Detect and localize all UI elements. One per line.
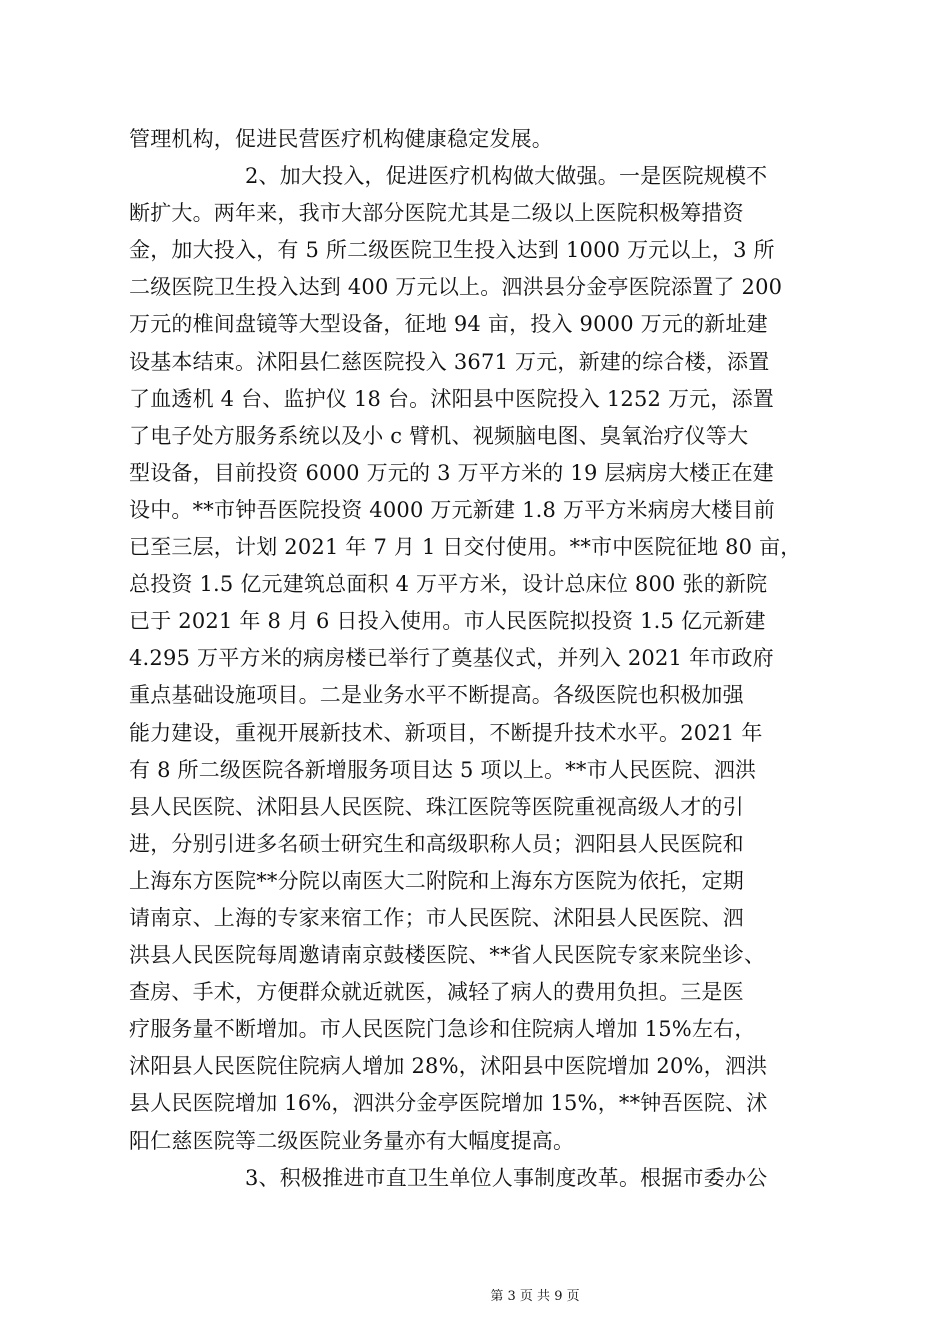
text-line: 洪县人民医院每周邀请南京鼓楼医院、**省人民医院专家来院坐诊、: [129, 943, 766, 968]
text-line: 有 8 所二级医院各新增服务项目达 5 项以上。**市人民医院、泗洪: [129, 757, 757, 782]
paragraph-start-line: 3、积极推进市直卫生单位人事制度改革。根据市委办公: [245, 1165, 768, 1190]
text-line: 金，加大投入，有 5 所二级医院卫生投入达到 1000 万元以上，3 所: [129, 238, 775, 263]
text-line: 二级医院卫生投入达到 400 万元以上。泗洪县分金亭医院添置了 200: [129, 275, 783, 300]
text-line: 总投资 1.5 亿元建筑总面积 4 万平方米，设计总床位 800 张的新院: [129, 572, 768, 597]
text-line: 管理机构，促进民营医疗机构健康稳定发展。: [129, 127, 553, 151]
text-line: 已于 2021 年 8 月 6 日投入使用。市人民医院拟投资 1.5 亿元新建: [129, 609, 766, 634]
text-line: 县人民医院增加 16%，泗洪分金亭医院增加 15%，**钟吾医院、沭: [129, 1091, 768, 1116]
text-line: 上海东方医院**分院以南医大二附院和上海东方医院为依托，定期: [129, 868, 744, 893]
text-line: 设中。**市钟吾医院投资 4000 万元新建 1.8 万平方米病房大楼目前: [129, 497, 775, 522]
page-footer: [0, 1285, 950, 1304]
text-line: 型设备，目前投资 6000 万元的 3 万平方米的 19 层病房大楼正在建: [129, 460, 774, 485]
body-text: [129, 121, 829, 1197]
text-line: 了血透机 4 台、监护仪 18 台。沭阳县中医院投入 1252 万元，添置: [129, 386, 774, 411]
text-line: 疗服务量不断增加。市人民医院门急诊和住院病人增加 15%左右，: [129, 1017, 756, 1042]
text-line: 断扩大。两年来，我市大部分医院尤其是二级以上医院积极筹措资: [129, 201, 744, 226]
text-line: 请南京、上海的专家来宿工作；市人民医院、沭阳县人民医院、泗: [129, 905, 744, 930]
text-line: 能力建设，重视开展新技术、新项目，不断提升技术水平。2021 年: [129, 720, 763, 745]
paragraph-start-line: 2、加大投入，促进医疗机构做大做强。一是医院规模不: [245, 164, 768, 189]
text-line: 县人民医院、沭阳县人民医院、珠江医院等医院重视高级人才的引: [129, 794, 744, 819]
text-line: 重点基础设施项目。二是业务水平不断提高。各级医院也积极加强: [129, 683, 744, 708]
page-number-label: 第 3 页 共 9 页: [490, 1289, 580, 1304]
text-line: 阳仁慈医院等二级医院业务量亦有大幅度提高。: [129, 1128, 575, 1153]
text-line: 设基本结束。沭阳县仁慈医院投入 3671 万元，新建的综合楼，添置: [129, 349, 770, 374]
text-line: 沭阳县人民医院住院病人增加 28%，沭阳县中医院增加 20%，泗洪: [129, 1054, 768, 1079]
text-line: 4.295 万平方米的病房楼已举行了奠基仪式，并列入 2021 年市政府: [129, 646, 774, 671]
text-line: 了电子处方服务系统以及小 c 臂机、视频脑电图、臭氧治疗仪等大: [129, 423, 749, 448]
text-line: 进，分别引进多名硕士研究生和高级职称人员；泗阳县人民医院和: [129, 831, 744, 856]
text-line: 查房、手术，方便群众就近就医，减轻了病人的费用负担。三是医: [129, 980, 744, 1005]
text-line: 万元的椎间盘镜等大型设备，征地 94 亩，投入 9000 万元的新址建: [129, 312, 768, 337]
text-line: 已至三层，计划 2021 年 7 月 1 日交付使用。**市中医院征地 80 亩，: [129, 535, 802, 560]
